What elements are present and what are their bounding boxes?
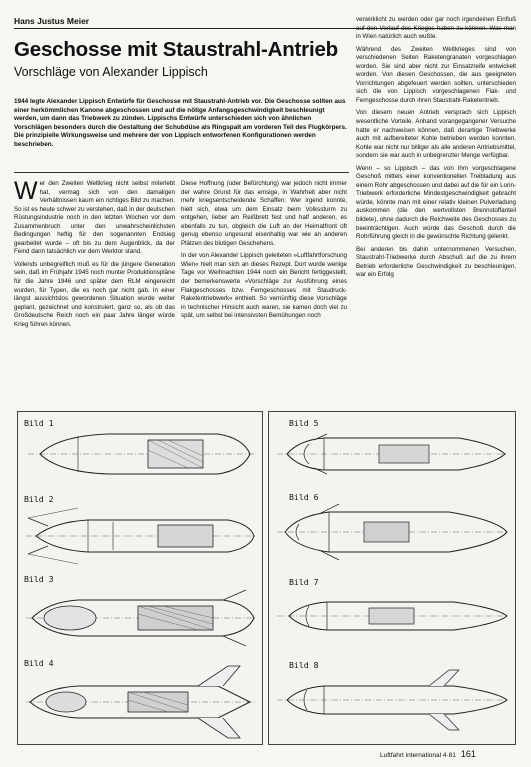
- figure-label-1: Bild 1: [24, 418, 54, 428]
- page-footer: [380, 749, 476, 759]
- paragraph: Diese Hoffnung (oder Befürchtung) war jedoch nicht immer der wahre Grund für das emsige, in Wahrheit aber nicht mehr kriegsentscheidende Schaffen: Wer irgend konnte, hielt sich, etwa um dem Einsatz beim Volkssturm zu entgehen, lieber am Reißbrett fest und half anderen, es ebenfalls zu tun, obgleich die Luft an der Heimatfront oft genug ebenso ungesund eisenhaltig war wie an anderen Plätzen des blutigen Geschehens.: [181, 180, 347, 247]
- drop-cap: W: [14, 177, 38, 205]
- paragraph: In der von Alexander Lippisch geleiteten »Luftfahrtforschung Wien« hielt man sich an dieses Rezept. Dort wurde wenige Tage vor Weihnachten 1944 noch ein Bericht fertiggestellt, der bemerkenswerte »Vorschläge zur Ausführung eines Flakgeschosses bzw. Ferngeschosses mit Staudruck-Raketentriebwerk« enthielt. So vernünftig diese Vorschläge in technischer Hinsicht auch waren, sie kamen doch viel zu spät, um selbst bei intensivsten Bemühungen noch: [181, 252, 347, 320]
- figure-label-2: Bild 2: [24, 494, 54, 504]
- article-title: Geschosse mit Staustrahl-Antrieb: [14, 38, 338, 61]
- paragraph: Während des Zweiten Weltkrieges sind von verschiedenen Seiten Raketengranaten vorgeschlagen worden. Sie sind aber nicht zur Einsatzreife entwickelt worden. Von diesen Geschossen, die aus geeigneten Vorrichtungen abgefeuert werden sollten, unterschieden sich die von Lippisch vorgeschlagenen Flak- und Ferngeschosse durch ihren Staustrahl-Raketentrieb.: [356, 45, 516, 104]
- projectile-drawing-5: [269, 416, 515, 486]
- projectile-drawing-4: [18, 660, 262, 742]
- figure-label-8: Bild 8: [289, 660, 319, 670]
- page-number: 161: [460, 749, 476, 759]
- lead-paragraph: 1944 legte Alexander Lippisch Entwürfe für Geschosse mit Staustrahl-Antrieb vor. Die Geschosse sollten aus einer herkömmlichen Kanone abgeschossen und auf die nötige Anfangsgeschwindigkeit beschleunigt werden, um dann das Triebwerk zu zünden. Lippischs Entwürfe unterschieden sich von ähnlichen Vorschlägen besonders durch die Gestaltung der Schubdüse als Ringspalt am vorderen Teil des Flugkörpers. Die prinzipielle Wirkungsweise und mehrere der von Lippisch entworfenen Konfigurationen werden beschrieben.: [14, 98, 347, 148]
- figure-label-4: Bild 4: [24, 658, 54, 668]
- projectile-drawing-7: [269, 580, 515, 652]
- figure-label-3: Bild 3: [24, 574, 54, 584]
- paragraph: Von diesem neuen Antrieb versprach sich Lippisch wesentliche Vorteile. Anhand vorangegangener Versuche hatte er nachweisen können, daß derartige Triebwerke auch mit aufbereiteter Kohle betrieben werden konnten. Kohle war nicht nur billiger als alle anderen Antriebsmittel, sondern sie war auch in unbegrenzter Menge verfügbar.: [356, 109, 516, 160]
- figure-panel-left: [17, 411, 263, 745]
- text-column-3: [356, 16, 516, 284]
- paragraph: Vollends unbegreiflich muß es für die jüngere Generation sein, daß im Frühjahr 1945 noch munter Produktionspläne für die Jahre 1946 und später dem RLM eingereicht wurden, für Typen, die es noch gar nicht gab. In einer längst aussichtslos gewordenen Situation wurde weiter geplant, gezeichnet und konstruiert, ganz so, als ob das Großdeutsche Reich noch ein paar Jahre länger würde Krieg führen können.: [14, 260, 175, 328]
- paragraph: Bei anderen bis dahin unternommenen Versuchen, Staustrahl-Triebwerke durch Abschuß auf die zu ihrem Betrieb erforderliche Geschwindigkeit zu beschleunigen, war ein Erfolg: [356, 245, 516, 279]
- projectile-drawing-3: [18, 582, 262, 652]
- figure-label-7: Bild 7: [289, 577, 319, 587]
- paragraph: Wenn – so Lippisch – das von ihm vorgeschlagene Geschoß mittels einer konventionellen Treibladung aus einem Rohr abgeschossen und dabei auf die für ein Lorin-Triebwerk erforderliche Mindestgeschwindigkeit gebracht würde, könnte man mit einer relativ kleinen Pulverladung auskommen (die den wertvollsten Brennstoffanteil bildete), ohne dadurch die Reichweite des Geschosses zu beeinträchtigen. Auch würde das Geschoß durch die Rohrführung gleich in die gewünschte Richtung gelenkt.: [356, 164, 516, 241]
- figure-label-6: Bild 6: [289, 492, 319, 502]
- lead-rule: [14, 172, 349, 173]
- text-column-2: [181, 180, 347, 325]
- projectile-drawing-1: [18, 420, 262, 490]
- figure-panel-right: [268, 411, 516, 745]
- paragraph: verwirklicht zu werden oder gar noch irgendeinen Einfluß auf den Verlauf des Krieges haben zu können. Was man in Wien natürlich auch wußte.: [356, 16, 516, 41]
- journal-name: Luftfahrt international 4·81: [380, 752, 456, 759]
- article-subtitle: Vorschläge von Alexander Lippisch: [14, 65, 208, 79]
- projectile-drawing-8: [269, 662, 515, 738]
- author-name: Hans Justus Meier: [14, 16, 90, 26]
- paragraph: er den Zweiten Weltkrieg nicht selbst miterlebt hat, vermag sich von den damaligen Verhältnissen kaum ein richtiges Bild zu machen. So ist es heute schwer zu verstehen, daß in der deutschen Rüstungsindustrie noch in den letzten Wochen vor dem Zusammenbruch unter den unwahrscheinlichsten Bedingungen heftig für den sogenannten Endsieg gearbeitet wurde – oft bis zu dem Augenblick, da der Feind dann tatsächlich vor dem Werktor stand.: [14, 180, 175, 256]
- projectile-drawing-6: [269, 494, 515, 570]
- figure-label-5: Bild 5: [289, 418, 319, 428]
- text-column-1: [14, 177, 175, 333]
- projectile-drawing-2: [18, 498, 262, 570]
